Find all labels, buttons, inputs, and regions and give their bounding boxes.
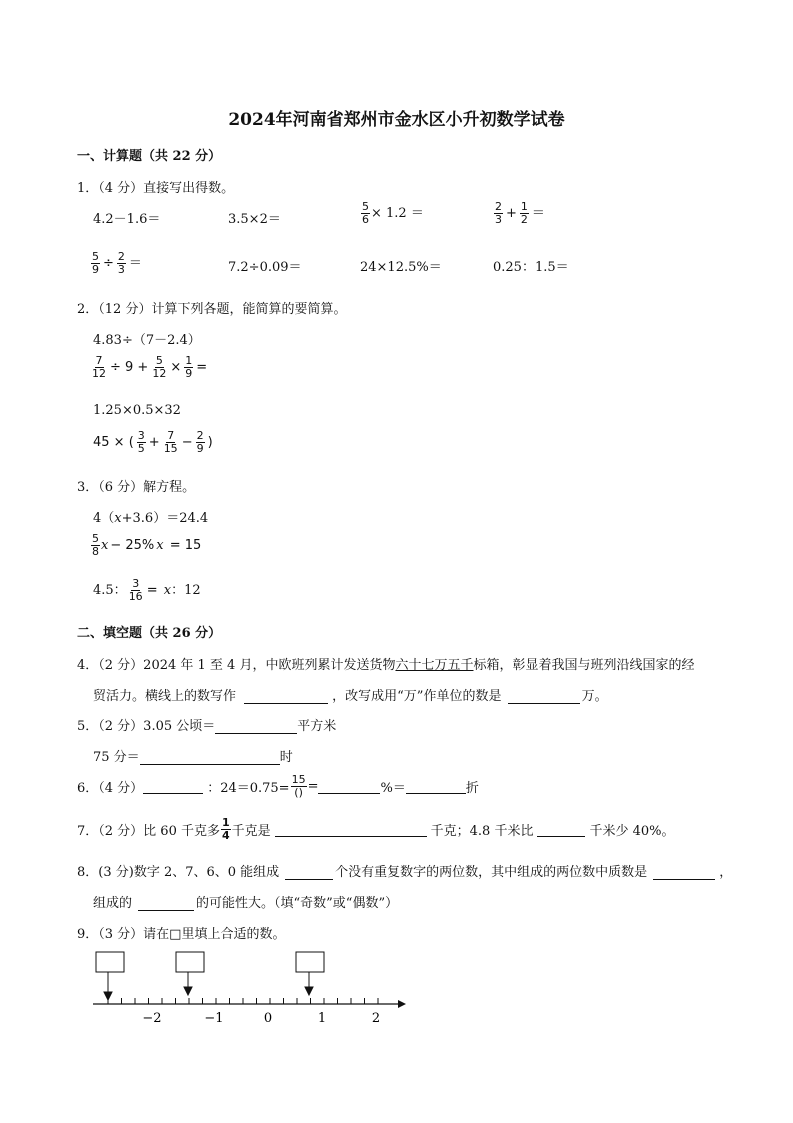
page-title: 2024年河南省郑州市金水区小升初数学试卷 (228, 110, 565, 130)
tick-label: 1 (317, 1011, 327, 1026)
arrow-right-icon (398, 1000, 406, 1008)
q1-stem: 1．（4 分）直接写出得数。 (77, 181, 235, 196)
q1-item-3: $\frac{5}{6}$ × 1.2 ＝ (362, 200, 424, 226)
tick-label: −1 (204, 1011, 224, 1026)
q4-line-1: 4．（2 分）2024 年 1 至 4 月，中欧班列累计发送货物六十七万五千标箱，彰显着我国与班列沿线国家的经 (77, 658, 695, 673)
section-2-heading: 二、填空题（共 26 分） (77, 626, 222, 641)
answer-box-2[interactable] (176, 952, 204, 972)
tick-labels (142, 1011, 380, 1026)
q2-d: 45 × ( $\frac{3}{5}$ + $\frac{7}{15}$ − $\frac{2}{9}$ ) (93, 429, 213, 455)
tick-label: 0 (263, 1011, 273, 1026)
q1-item-4: $\frac{2}{3}$ + $\frac{1}{2}$ ＝ (495, 200, 545, 226)
tick-marks (108, 998, 378, 1004)
q3-a: 4（x+3.6）＝24.4 (93, 511, 209, 526)
q1-item-6: 7.2÷0.09＝ (228, 260, 302, 275)
q1-item-2: 3.5×2＝ (228, 212, 281, 227)
q8-line-2: 组成的 的可能性大。（填“奇数”或“偶数”） (93, 896, 399, 911)
q1-item-1: 4.2－1.6＝ (93, 212, 161, 227)
q2-stem: 2．（12 分）计算下列各题，能简算的要简算。 (77, 302, 347, 317)
q2-b: $\frac{7}{12}$ ÷ 9 + $\frac{5}{12}$ × $\frac{1}{9}$ = (92, 354, 208, 380)
q1-item-5: $\frac{5}{9}$ ÷ $\frac{2}{3}$ ＝ (92, 250, 142, 276)
answer-box-1[interactable] (96, 952, 124, 972)
q3-stem: 3．（6 分）解方程。 (77, 480, 196, 495)
tick-label: 2 (371, 1011, 381, 1026)
q5-line-2: 75 分＝ 时 (93, 750, 293, 765)
q2-a: 4.83÷（7－2.4） (93, 333, 201, 348)
pointer-arrows (104, 972, 313, 1000)
q1-item-8: 0.25：1.5＝ (493, 260, 569, 275)
section-1-heading: 一、计算题（共 22 分） (77, 149, 222, 164)
q3-c: 4.5： $\frac{3}{16}$ = x：12 (93, 577, 201, 603)
q3-b: $\frac{5}{8}$ x − 25% x = 15 (92, 532, 202, 558)
q8-line-1: 8．(3 分)数字 2、7、6、0 能组成 个没有重复数字的两位数，其中组成的两位数中质数是 ， (77, 865, 733, 880)
q1-item-7: 24×12.5%＝ (360, 260, 442, 275)
answer-box-3[interactable] (296, 952, 324, 972)
q5-line-1: 5．（2 分）3.05 公顷＝ 平方米 (77, 719, 337, 734)
q6-line: 6．（4 分） ：24＝0.75= $\frac{15}{()}$ = %＝ 折 (77, 773, 479, 799)
q4-line-2: 贸活力。横线上的数写作 ，改写成用“万”作单位的数是 万。 (93, 689, 608, 704)
q7-line: 7．（2 分）比 60 千克多 $\frac{1}{4}$ 千克是 千克；4.8 千米比 千米少 40%。 (77, 816, 675, 842)
q2-c: 1.25×0.5×32 (93, 403, 181, 418)
tick-label: −2 (142, 1011, 162, 1026)
q9-stem: 9．（3 分）请在□里填上合适的数。 (77, 927, 286, 942)
